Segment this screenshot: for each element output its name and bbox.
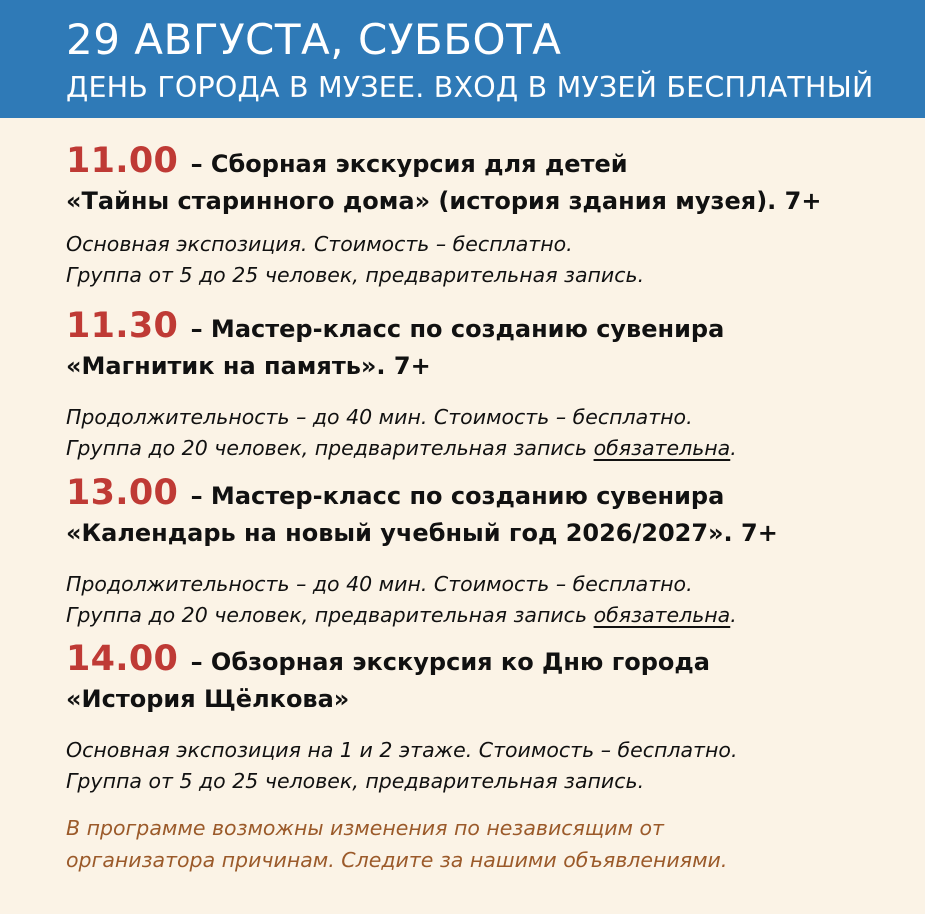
event-details (66, 735, 906, 797)
event-title-line2: «Тайны старинного дома» (история здания музея). 7+ (66, 187, 822, 215)
details-suffix: . (730, 436, 737, 460)
event-1130 (66, 307, 906, 464)
event-heading (66, 474, 906, 515)
event-time: 13.00 (66, 473, 179, 513)
event-details-line2 (66, 766, 906, 797)
event-heading (66, 307, 906, 348)
event-title-line2: «История Щёлкова» (66, 685, 350, 713)
event-heading (66, 142, 906, 183)
event-details-line1: Основная экспозиция на 1 и 2 этаже. Стоимость – бесплатно. (66, 738, 738, 762)
event-1400 (66, 640, 906, 797)
event-time: 14.00 (66, 639, 179, 679)
event-title-line2: «Магнитик на память». 7+ (66, 352, 431, 380)
event-time: 11.00 (66, 141, 179, 181)
event-details-line2 (66, 260, 906, 291)
event-1300 (66, 474, 906, 631)
header-banner (0, 0, 925, 118)
footer-line2: организатора причинам. Следите за нашими объявлениями. (66, 848, 728, 872)
details-emphasis: обязательна (593, 436, 731, 460)
event-title-line2: «Календарь на новый учебный год 2026/2027». 7+ (66, 519, 778, 547)
event-details-line1: Основная экспозиция. Стоимость – бесплатно. (66, 232, 573, 256)
event-1100 (66, 142, 906, 291)
event-time: 11.30 (66, 306, 179, 346)
header-date: 29 АВГУСТА, СУББОТА (66, 15, 562, 64)
event-title: – Мастер-класс по созданию сувенира (190, 315, 725, 343)
event-details-line2 (66, 433, 906, 464)
header-subtitle: ДЕНЬ ГОРОДА В МУЗЕЕ. ВХОД В МУЗЕЙ БЕСПЛАТНЫЙ (66, 71, 874, 104)
details-suffix: . (730, 603, 737, 627)
details-text: Группа от 5 до 25 человек, предварительная запись. (66, 263, 645, 287)
event-details (66, 569, 906, 631)
event-heading (66, 640, 906, 681)
event-details (66, 402, 906, 464)
event-details-line1: Продолжительность – до 40 мин. Стоимость – бесплатно. (66, 572, 693, 596)
footer-line1: В программе возможны изменения по независящим от (66, 816, 664, 840)
event-title: – Сборная экскурсия для детей (190, 150, 628, 178)
event-title: – Мастер-класс по созданию сувенира (190, 482, 725, 510)
event-details-line2 (66, 600, 906, 631)
event-details (66, 229, 906, 291)
event-title: – Обзорная экскурсия ко Дню города (190, 648, 710, 676)
details-emphasis: обязательна (593, 603, 731, 627)
footer-notice (66, 812, 906, 876)
details-text: Группа от 5 до 25 человек, предварительная запись. (66, 769, 645, 793)
event-details-line1: Продолжительность – до 40 мин. Стоимость – бесплатно. (66, 405, 693, 429)
details-text: Группа до 20 человек, предварительная запись (66, 436, 594, 460)
details-text: Группа до 20 человек, предварительная запись (66, 603, 594, 627)
